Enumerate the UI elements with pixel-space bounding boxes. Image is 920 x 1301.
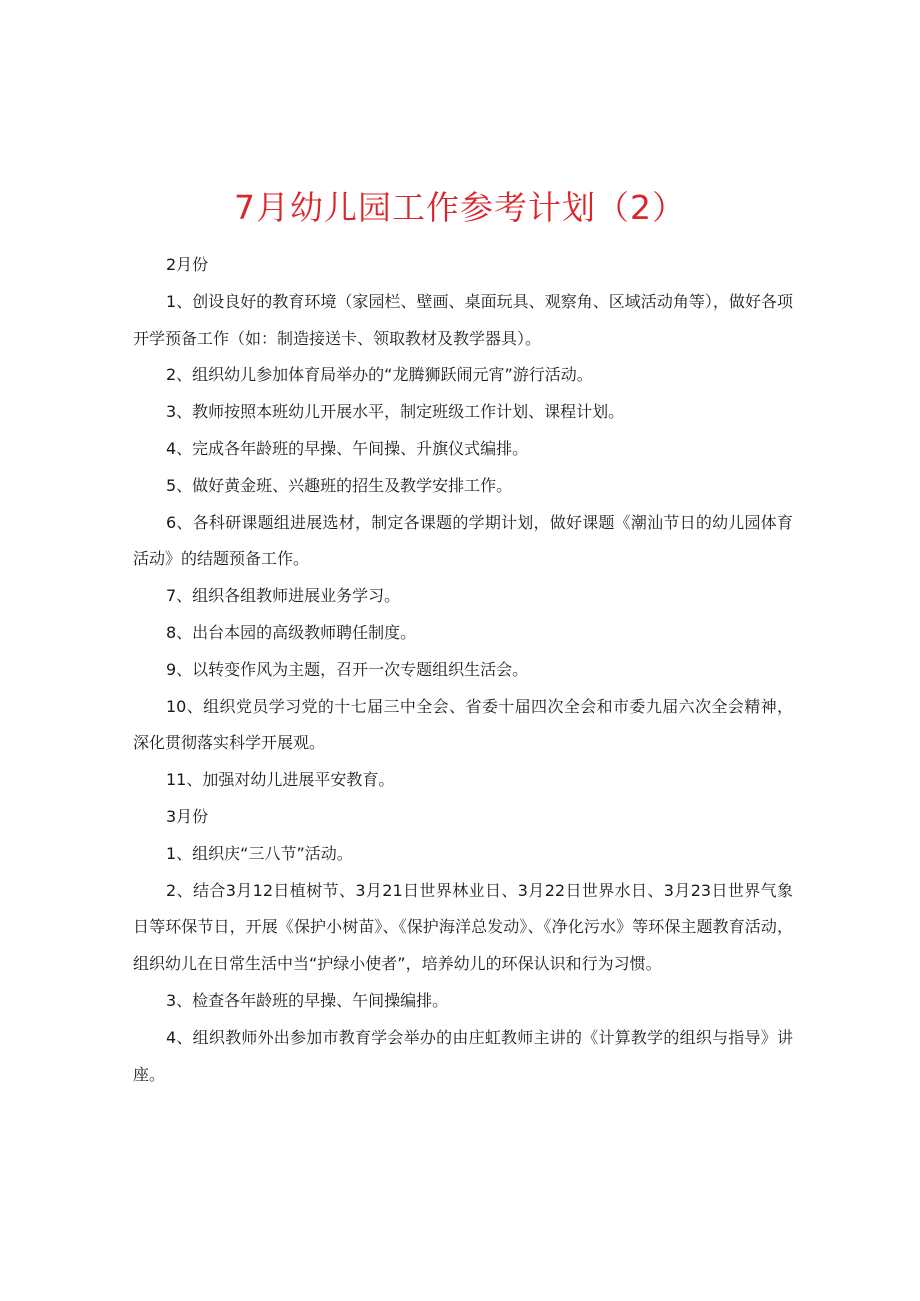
plan-item: 2、组织幼儿参加体育局举办的“龙腾狮跃闹元宵”游行活动。 — [166, 365, 593, 385]
plan-item: 3、检查各年龄班的早操、午间操编排。 — [166, 990, 449, 1010]
plan-item: 5、做好黄金班、兴趣班的招生及教学安排工作。 — [166, 475, 513, 495]
plan-item: 1、组织庆“三八节”活动。 — [166, 843, 353, 863]
plan-item: 2、结合3月12日植树节、3月21日世界林业日、3月22日世界水日、3月23日世界气象日等环保节日，开展《保护小树苗》、《保护海洋总发动》、《净化污水》等环保主题教育活动，组织幼儿在日常生活中当“护绿小使者”，培养幼儿的环保认识和行为习惯。 — [133, 880, 793, 974]
plan-item: 6、各科研课题组进展选材，制定各课题的学期计划，做好课题《潮汕节日的幼儿园体育活动》的结题预备工作。 — [133, 512, 793, 569]
plan-item: 9、以转变作风为主题，召开一次专题组织生活会。 — [166, 659, 529, 679]
plan-item: 7、组织各组教师进展业务学习。 — [166, 586, 401, 606]
plan-item: 10、组织党员学习党的十七届三中全会、省委十届四次全会和市委九届六次全会精神，深化贯彻落实科学开展观。 — [133, 696, 793, 753]
plan-item: 1、创设良好的教育环境（家园栏、壁画、桌面玩具、观察角、区域活动角等），做好各项开学预备工作（如：制造接送卡、领取教材及教学器具）。 — [133, 291, 793, 348]
document-body — [133, 247, 793, 1093]
plan-item: 3、教师按照本班幼儿开展水平，制定班级工作计划、课程计划。 — [166, 402, 625, 422]
document-title: 7月幼儿园工作参考计划（2） — [234, 188, 686, 227]
section-heading-february: 2月份 — [166, 255, 209, 274]
plan-item: 4、组织教师外出参加市教育学会举办的由庄虹教师主讲的《计算教学的组织与指导》讲座。 — [133, 1027, 793, 1084]
plan-item: 8、出台本园的高级教师聘任制度。 — [166, 622, 417, 642]
plan-item: 11、加强对幼儿进展平安教育。 — [166, 770, 395, 790]
plan-item: 4、完成各年龄班的早操、午间操、升旗仪式编排。 — [166, 438, 529, 458]
section-heading-march: 3月份 — [166, 806, 209, 826]
